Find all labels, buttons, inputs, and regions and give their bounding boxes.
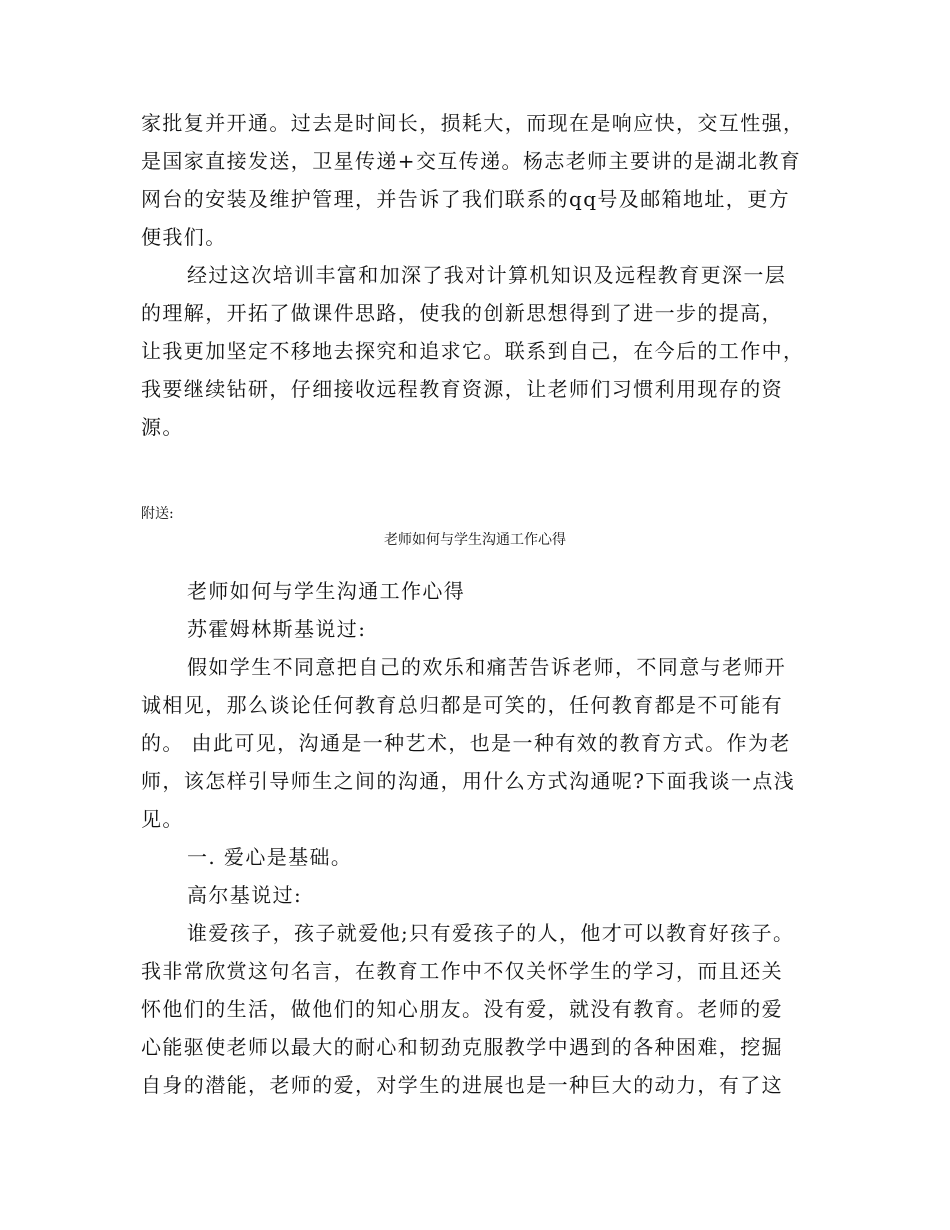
paragraph-line: 我非常欣赏这句名言，在教育工作中不仅关怀学生的学习，而且还关 (141, 959, 783, 983)
paragraph-line: 谁爱孩子，孩子就爱他;只有爱孩子的人，他才可以教育好孩子。 (187, 921, 795, 945)
paragraph-line: 的。 由此可见，沟通是一种艺术，也是一种有效的教育方式。作为老 (141, 731, 791, 755)
paragraph-line: 家批复并开通。过去是时间长，损耗大，而现在是响应快，交互性强， (141, 111, 805, 135)
paragraph-line: 网台的安装及维护管理，并告诉了我们联系的qq号及邮箱地址，更方 (141, 187, 791, 211)
appendix-label: 附送: (141, 506, 174, 522)
paragraph-line: 便我们。 (141, 225, 227, 249)
paragraph-line: 师，该怎样引导师生之间的沟通，用什么方式沟通呢?下面我谈一点浅 (141, 769, 796, 793)
paragraph-line: 我要继续钻研，仔细接收远程教育资源，让老师们习惯利用现存的资 (141, 377, 783, 401)
paragraph-line: 苏霍姆林斯基说过: (187, 617, 367, 641)
paragraph-line: 见。 (141, 807, 184, 831)
paragraph-line: 自身的潜能，老师的爱，对学生的进展也是一种巨大的动力，有了这 (141, 1073, 783, 1097)
appendix-title: 老师如何与学生沟通工作心得 (384, 532, 566, 548)
paragraph-line: 假如学生不同意把自己的欢乐和痛苦告诉老师，不同意与老师开 (187, 655, 787, 679)
paragraph-line: 源。 (141, 415, 184, 439)
paragraph-line: 怀他们的生活，做他们的知心朋友。没有爱，就没有教育。老师的爱 (141, 997, 783, 1021)
paragraph-line: 心能驱使老师以最大的耐心和韧劲克服教学中遇到的各种困难，挖掘 (141, 1035, 783, 1059)
paragraph-line: 经过这次培训丰富和加深了我对计算机知识及远程教育更深一层 (187, 263, 787, 287)
essay-heading: 老师如何与学生沟通工作心得 (187, 579, 466, 603)
paragraph-line: 的理解，开拓了做课件思路，使我的创新思想得到了进一步的提高， (141, 301, 783, 325)
paragraph-line: 诚相见，那么谈论任何教育总归都是可笑的，任何教育都是不可能有 (141, 693, 783, 717)
paragraph-line: 高尔基说过: (187, 883, 303, 907)
section-heading: 一. 爱心是基础。 (187, 845, 353, 869)
paragraph-line: 是国家直接发送，卫星传递+交互传递。杨志老师主要讲的是湖北教育 (141, 149, 802, 173)
paragraph-line: 让我更加坚定不移地去探究和追求它。联系到自己，在今后的工作中， (141, 339, 805, 363)
